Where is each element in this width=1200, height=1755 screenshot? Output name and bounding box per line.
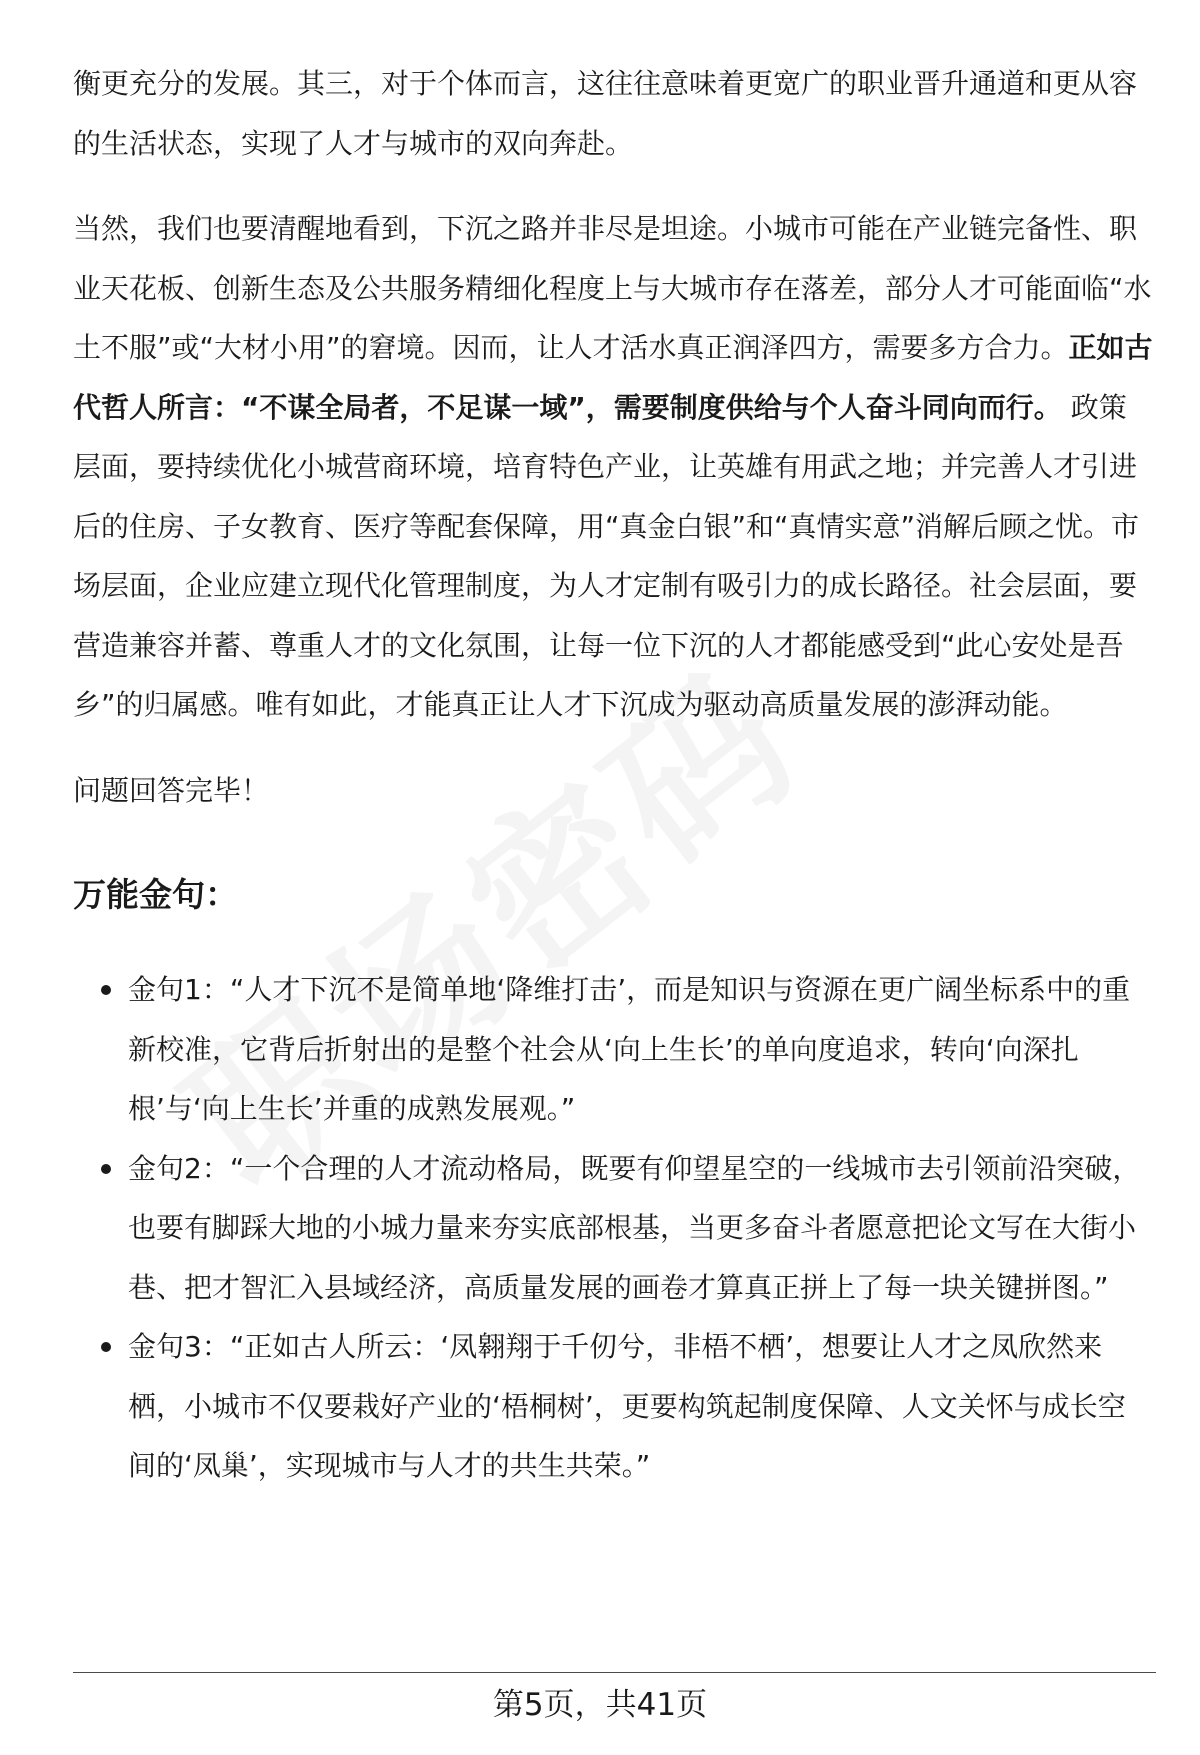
- page-content: [73, 54, 1153, 1496]
- bullet-icon: [101, 985, 111, 995]
- paragraph-1: 衡更充分的发展。其三，对于个体而言，这往往意味着更宽广的职业晋升通道和更从容的生活状态，实现了人才与城市的双向奔赴。: [73, 67, 1138, 160]
- section-heading: 万能金句：: [73, 875, 238, 914]
- footer-divider: [73, 1672, 1156, 1673]
- list-item: [73, 1139, 1153, 1318]
- quote-list: [73, 960, 1153, 1496]
- list-item: [73, 1317, 1153, 1496]
- paragraph-3: 问题回答完毕！: [73, 773, 270, 807]
- bullet-icon: [101, 1164, 111, 1174]
- paragraph-2-part-2: 政策层面，要持续优化小城营商环境，培育特色产业，让英雄有用武之地；并完善人才引进后的住房、子女教育、医疗等配套保障，用“真金白银”和“真情实意”消解后顾之忧。市场层面，企业应建立现代化管理制度，为人才定制有吸引力的成长路径。社会层面，要营造兼容并蓄、尊重人才的文化氛围，让每一位下沉的人才都能感受到“此心安处是吾乡”的归属感。唯有如此，才能真正让人才下沉成为驱动高质量发展的澎湃动能。: [73, 390, 1140, 721]
- paragraph-2-bold-quote: 正如古代哲人所言：“不谋全局者，不足谋一域”，需要制度供给与个人奋斗同向而行。: [73, 331, 1153, 424]
- paragraph-2: [73, 199, 1153, 735]
- quote-text: 金句2：“一个合理的人才流动格局，既要有仰望星空的一线城市去引领前沿突破，也要有脚踩大地的小城力量来夯实底部根基，当更多奋斗者愿意把论文写在大街小巷、把才智汇入县域经济，高质量发展的画卷才算真正拼上了每一块关键拼图。”: [128, 1151, 1141, 1304]
- bullet-icon: [101, 1342, 111, 1352]
- quote-text: 金句3：“正如古人所云：‘凤翱翔于千仞兮，非梧不栖’，想要让人才之凤欣然来栖，小城市不仅要栽好产业的‘梧桐树’，更要构筑起制度保障、人文关怀与成长空间的‘凤巢’，实现城市与人才的共生共荣。”: [128, 1330, 1126, 1482]
- list-item: [73, 960, 1153, 1139]
- quote-text: 金句1：“人才下沉不是简单地‘降维打击’，而是知识与资源在更广阔坐标系中的重新校准，它背后折射出的是整个社会从‘向上生长’的单向度追求，转向‘向深扎根’与‘向上生长’并重的成熟发展观。”: [128, 973, 1131, 1125]
- paragraph-2-part-1: 当然，我们也要清醒地看到，下沉之路并非尽是坦途。小城市可能在产业链完备性、职业天花板、创新生态及公共服务精细化程度上与大城市存在落差，部分人才可能面临“水土不服”或“大材小用”的窘境。因而，让人才活水真正润泽四方，需要多方合力。: [73, 212, 1152, 364]
- page-number: 第5页，共41页: [492, 1687, 708, 1723]
